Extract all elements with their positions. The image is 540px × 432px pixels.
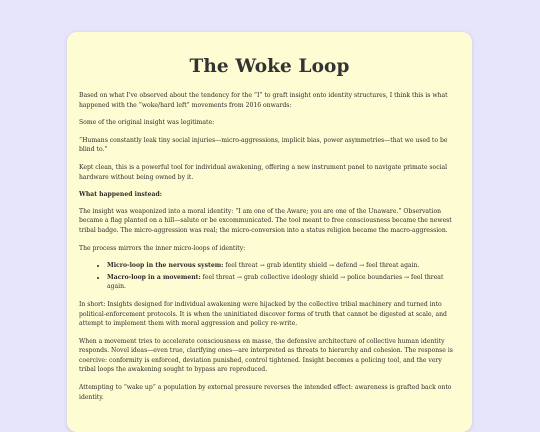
list-item-text: feel threat → grab identity shield → defend → feel threat again. (223, 262, 420, 270)
list-item-label: Micro-loop in the nervous system: (107, 262, 224, 270)
paragraph-kept: Kept clean, this is a powerful tool for individual awakening, offering a new instrument panel to navigate primate social hardware without being owned by it. (79, 163, 448, 181)
article-card (67, 32, 472, 432)
paragraph-movement: When a movement tries to accelerate consciousness en masse, the defensive architecture of collective human identity responds. Novel ideas—even true, clarifying ones—are interpreted as threats to hierarchy and cohesion. The response is coercive: conformity is enforced, deviation punished, control tightened. Insight becomes a policing tool, and the very tribal loops the awakening sought to bypass are reproduced. (79, 337, 453, 374)
paragraph-attempting: Attempting to “wake up” a population by external pressure reverses the intended effect: awareness is grafted back onto identity. (79, 384, 452, 401)
list-item (107, 273, 460, 292)
paragraph-mirrors: The process mirrors the inner micro-loops of identity: (79, 244, 246, 252)
paragraph-short: In short: Insights designed for individual awakening were hijacked by the collective tribal machinery and turned into political-enforcement protocols. It is when the uninitiated discover forms of truth that cannot be digested at scale, and attempt to implement them with moral aggression and policy re-write. (79, 300, 447, 328)
list-item-label: Macro-loop in a movement: (107, 273, 201, 281)
paragraph-intro: Based on what I've observed about the tendency for the “I” to graft insight onto identity structures, I think this is what happened with the “woke/hard left” movements from 2016 onwards: (79, 92, 448, 109)
section-heading: What happened instead: (79, 191, 162, 199)
list-item (107, 261, 460, 271)
loops-list (79, 261, 460, 292)
paragraph-weaponized: The insight was weaponized into a moral identity: “I am one of the Aware; you are one of the Unaware.” Observation became a flag planted on a hill—salute or be excommunicated. The tool meant to free consciousness became the newest tribal badge. The micro-aggression was real; the micro-conversion into a status religion became the macro-aggression. (79, 207, 452, 234)
paragraph-quote: “Humans constantly leak tiny social injuries—micro-aggressions, implicit bias, power asymmetries—that we used to be blind to.” (79, 136, 448, 154)
page-title: The Woke Loop (189, 56, 350, 77)
paragraph-legit: Some of the original insight was legitimate: (79, 119, 215, 127)
list-item-text: feel threat → grab collective ideology shield → police boundaries → feel threat again. (107, 273, 444, 291)
